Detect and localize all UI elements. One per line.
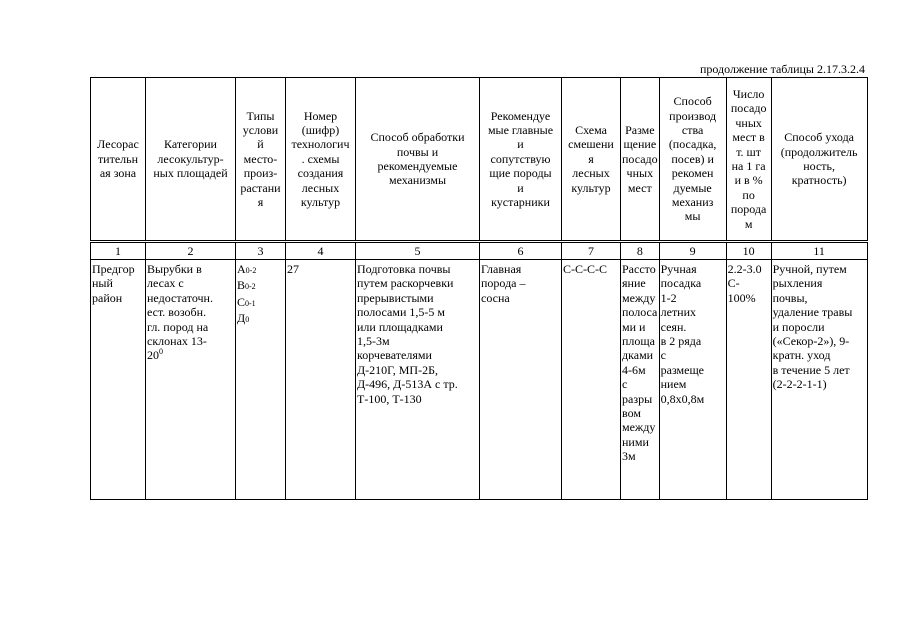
cell-site-types bbox=[236, 260, 286, 500]
cell-mixing-scheme: С-С-С-С bbox=[562, 260, 621, 500]
cell-forest-zone: Предгор ный район bbox=[91, 260, 146, 500]
header-cell: Категории лесокультур- ных площадей bbox=[146, 78, 236, 242]
column-number: 8 bbox=[621, 242, 660, 260]
header-cell: Разме щение посадо чных мест bbox=[621, 78, 660, 242]
site-type: С0-1 bbox=[237, 294, 256, 309]
header-cell: Лесорас тительн ая зона bbox=[91, 78, 146, 242]
column-number: 7 bbox=[562, 242, 621, 260]
column-number: 4 bbox=[286, 242, 356, 260]
cell-care-method: Ручной, путем рыхления почвы, удаление травы и поросли («Секор-2»), 9- кратн. уход в течение 5 лет (2-2-2-1-1) bbox=[771, 260, 867, 500]
cell-placement: Рассто яние между полоса ми и площа дками 4-6м с разры вом между ними 3м bbox=[621, 260, 660, 500]
column-number: 10 bbox=[726, 242, 771, 260]
header-cell: Способ ухода (продолжитель ность, кратность) bbox=[771, 78, 867, 242]
cell-scheme-number: 27 bbox=[286, 260, 356, 500]
column-number: 9 bbox=[659, 242, 726, 260]
header-cell: Номер (шифр) технологич . схемы создания лесных культур bbox=[286, 78, 356, 242]
header-row bbox=[91, 78, 868, 242]
header-cell: Схема смешени я лесных культур bbox=[562, 78, 621, 242]
table-continuation-caption: продолжение таблицы 2.17.3.2.4 bbox=[699, 62, 865, 76]
cell-planting-count: 2.2-3.0 С- 100% bbox=[726, 260, 771, 500]
site-type: В0-2 bbox=[237, 278, 256, 293]
cell-planting-method: Ручная посадка 1-2 летних сеян. в 2 ряда с размеще нием 0,8х0,8м bbox=[659, 260, 726, 500]
cell-area-category bbox=[146, 260, 236, 500]
cell-soil-treatment: Подготовка почвы путем раскорчевки прерывистыми полосами 1,5-5 м или площадками 1,5-3м корчевателями Д-210Г, МП-2Б, Д-496, Д-513А с тр. Т-100, Т-130 bbox=[356, 260, 480, 500]
header-cell: Способ производ ства (посадка, посев) и рекомен дуемые механиз мы bbox=[659, 78, 726, 242]
header-cell: Число посадо чных мест в т. шт на 1 га и в % по порода м bbox=[726, 78, 771, 242]
column-number: 3 bbox=[236, 242, 286, 260]
column-number: 2 bbox=[146, 242, 236, 260]
column-number: 1 bbox=[91, 242, 146, 260]
table-row bbox=[91, 260, 868, 500]
degree-superscript: 0 bbox=[159, 347, 163, 357]
column-number: 11 bbox=[771, 242, 867, 260]
site-type: Д0 bbox=[237, 311, 250, 326]
column-number: 5 bbox=[356, 242, 480, 260]
site-type: А0-2 bbox=[237, 262, 257, 276]
afforestation-table bbox=[90, 77, 868, 500]
column-number: 6 bbox=[480, 242, 562, 260]
area-category-text: Вырубки в лесах с недостаточн. ест. возобн. гл. пород на склонах 13- 20 bbox=[147, 262, 213, 363]
header-cell: Типы услови й место- произ- растани я bbox=[236, 78, 286, 242]
header-cell: Рекомендуе мые главные и сопутствую щие породы и кустарники bbox=[480, 78, 562, 242]
cell-species: Главная порода – сосна bbox=[480, 260, 562, 500]
header-cell: Способ обработки почвы и рекомендуемые механизмы bbox=[356, 78, 480, 242]
column-number-row bbox=[91, 242, 868, 260]
